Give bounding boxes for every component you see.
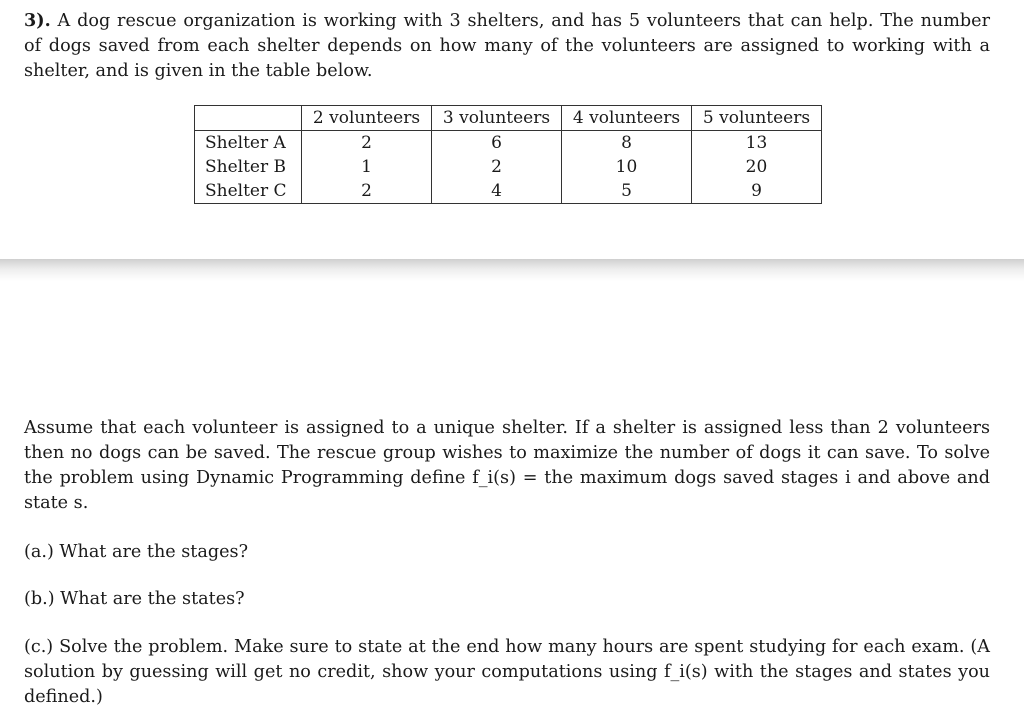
table-cell: 13 [692, 131, 822, 156]
assumption-paragraph [24, 416, 990, 516]
table-cell: 4 [432, 179, 562, 204]
table-header-row [195, 106, 822, 131]
table-cell: 8 [562, 131, 692, 156]
table-row [195, 155, 822, 179]
table-row [195, 131, 822, 156]
table-cell: 1 [302, 155, 432, 179]
table-cell: 2 [302, 131, 432, 156]
table-cell: 10 [562, 155, 692, 179]
column-header: 2 volunteers [302, 106, 432, 131]
question-a: (a.) What are the stages? [24, 542, 249, 562]
f-definition: f_i(s) = the maximum dogs saved stages i and above and state s. [24, 468, 990, 513]
column-header: 3 volunteers [432, 106, 562, 131]
page-break-divider [0, 259, 1024, 281]
table-row [195, 179, 822, 204]
table-cell: 2 [432, 155, 562, 179]
question-c: (c.) Solve the problem. Make sure to state at the end how many hours are spent studying for each exam. (A solution by guessing will get no credit, show your computations using f_i(s) with the stages and states you defined.) [24, 637, 990, 707]
column-header: 4 volunteers [562, 106, 692, 131]
table-cell: 6 [432, 131, 562, 156]
table-cell: 20 [692, 155, 822, 179]
table-cell: 5 [562, 179, 692, 204]
table-cell: 9 [692, 179, 822, 204]
assumption-text: Assume that each volunteer is assigned to a unique shelter. If a shelter is assigned less than 2 volunteers then no dogs can be saved. The rescue group wishes to maximize the number of dogs it can save. To solve the problem using Dynamic Programming define [24, 418, 990, 488]
table-cell: 2 [302, 179, 432, 204]
table-corner-cell [195, 106, 302, 131]
row-label: Shelter A [195, 131, 302, 156]
question-b: (b.) What are the states? [24, 589, 245, 609]
problem-intro [24, 8, 990, 84]
row-label: Shelter B [195, 155, 302, 179]
column-header: 5 volunteers [692, 106, 822, 131]
problem-number: 3). [24, 10, 51, 31]
row-label: Shelter C [195, 179, 302, 204]
problem-intro-text: A dog rescue organization is working with 3 shelters, and has 5 volunteers that can help. The number of dogs saved from each shelter depends on how many of the volunteers are assigned to working with a shelter, and is given in the table below. [24, 11, 990, 81]
dogs-saved-table [194, 105, 822, 204]
